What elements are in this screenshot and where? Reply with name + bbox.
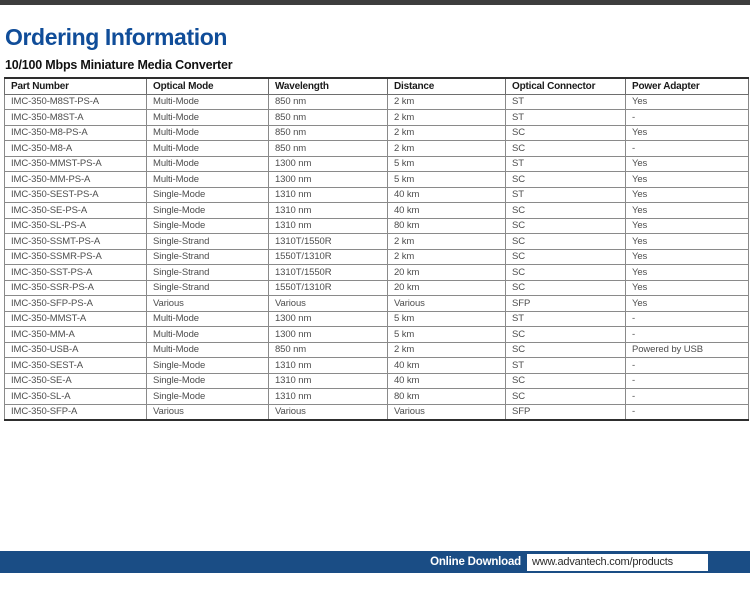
footer-url-link[interactable]: www.advantech.com/products — [532, 556, 673, 568]
table-cell: 850 nm — [269, 110, 388, 126]
table-cell: ST — [506, 358, 626, 374]
table-cell: 5 km — [388, 311, 506, 327]
table-cell: 1550T/1310R — [269, 249, 388, 265]
table-row — [5, 94, 749, 110]
table-cell: 850 nm — [269, 94, 388, 110]
table-cell: Yes — [626, 172, 749, 188]
table-cell: 2 km — [388, 234, 506, 250]
table-cell: 1300 nm — [269, 172, 388, 188]
table-cell: ST — [506, 311, 626, 327]
table-cell: 20 km — [388, 280, 506, 296]
table-row — [5, 141, 749, 157]
column-header: Part Number — [5, 78, 147, 94]
table-cell: Single-Strand — [147, 280, 269, 296]
table-cell: Single-Strand — [147, 265, 269, 281]
table-cell: 40 km — [388, 187, 506, 203]
footer-url-box — [527, 554, 708, 571]
table-cell: 2 km — [388, 249, 506, 265]
table-cell: 2 km — [388, 110, 506, 126]
table-cell: IMC-350-SSMT-PS-A — [5, 234, 147, 250]
table-cell: Multi-Mode — [147, 327, 269, 343]
table-cell: 1300 nm — [269, 327, 388, 343]
table-cell: ST — [506, 156, 626, 172]
table-cell: 850 nm — [269, 125, 388, 141]
table-cell: - — [626, 141, 749, 157]
table-cell: Yes — [626, 296, 749, 312]
table-cell: ST — [506, 94, 626, 110]
table-cell: Multi-Mode — [147, 311, 269, 327]
table-cell: IMC-350-SL-PS-A — [5, 218, 147, 234]
table-cell: Single-Mode — [147, 187, 269, 203]
table-cell: IMC-350-SSMR-PS-A — [5, 249, 147, 265]
table-cell: Yes — [626, 125, 749, 141]
table-cell: IMC-350-MMST-PS-A — [5, 156, 147, 172]
table-cell: Multi-Mode — [147, 342, 269, 358]
table-cell: SC — [506, 234, 626, 250]
table-row — [5, 358, 749, 374]
table-row — [5, 110, 749, 126]
table-cell: 1300 nm — [269, 311, 388, 327]
table-cell: IMC-350-MM-PS-A — [5, 172, 147, 188]
table-row — [5, 389, 749, 405]
table-cell: SC — [506, 327, 626, 343]
table-cell: SC — [506, 389, 626, 405]
online-download-label: Online Download — [430, 556, 521, 568]
table-cell: Multi-Mode — [147, 172, 269, 188]
table-row — [5, 156, 749, 172]
table-cell: 1310 nm — [269, 358, 388, 374]
table-cell: Yes — [626, 156, 749, 172]
ordering-table — [4, 77, 748, 421]
table-cell: Yes — [626, 265, 749, 281]
table-cell: SC — [506, 203, 626, 219]
table-cell: 1310T/1550R — [269, 265, 388, 281]
table-body — [5, 94, 749, 420]
table-cell: Single-Mode — [147, 389, 269, 405]
table-cell: SC — [506, 265, 626, 281]
column-header: Optical Connector — [506, 78, 626, 94]
column-header: Distance — [388, 78, 506, 94]
table-cell: 80 km — [388, 389, 506, 405]
ordering-table-grid — [4, 77, 749, 421]
table-cell: 1550T/1310R — [269, 280, 388, 296]
table-cell: SFP — [506, 404, 626, 420]
table-cell: IMC-350-M8ST-PS-A — [5, 94, 147, 110]
table-cell: 1310T/1550R — [269, 234, 388, 250]
table-cell: Various — [388, 404, 506, 420]
column-header: Power Adapter — [626, 78, 749, 94]
column-header: Optical Mode — [147, 78, 269, 94]
table-cell: 1310 nm — [269, 373, 388, 389]
table-cell: 1310 nm — [269, 389, 388, 405]
table-row — [5, 373, 749, 389]
table-cell: SC — [506, 172, 626, 188]
table-cell: SC — [506, 125, 626, 141]
table-cell: Powered by USB — [626, 342, 749, 358]
table-header-row — [5, 78, 749, 94]
table-cell: 850 nm — [269, 141, 388, 157]
table-cell: IMC-350-SL-A — [5, 389, 147, 405]
table-cell: 40 km — [388, 358, 506, 374]
table-cell: Multi-Mode — [147, 125, 269, 141]
table-cell: Single-Mode — [147, 373, 269, 389]
table-cell: IMC-350-SE-A — [5, 373, 147, 389]
table-cell: IMC-350-SST-PS-A — [5, 265, 147, 281]
table-cell: IMC-350-SEST-PS-A — [5, 187, 147, 203]
table-cell: - — [626, 404, 749, 420]
table-cell: SC — [506, 280, 626, 296]
table-cell: SC — [506, 218, 626, 234]
table-cell: SC — [506, 342, 626, 358]
table-row — [5, 249, 749, 265]
table-cell: 850 nm — [269, 342, 388, 358]
table-row — [5, 172, 749, 188]
table-cell: Yes — [626, 218, 749, 234]
table-row — [5, 187, 749, 203]
table-cell: IMC-350-M8-A — [5, 141, 147, 157]
table-cell: 2 km — [388, 125, 506, 141]
table-cell: - — [626, 373, 749, 389]
table-cell: 40 km — [388, 373, 506, 389]
table-cell: SC — [506, 249, 626, 265]
table-row — [5, 342, 749, 358]
table-cell: IMC-350-MMST-A — [5, 311, 147, 327]
table-cell: IMC-350-SEST-A — [5, 358, 147, 374]
table-cell: SC — [506, 373, 626, 389]
table-cell: Yes — [626, 187, 749, 203]
table-cell: Various — [269, 296, 388, 312]
table-cell: Multi-Mode — [147, 156, 269, 172]
table-cell: 1300 nm — [269, 156, 388, 172]
table-cell: IMC-350-USB-A — [5, 342, 147, 358]
table-cell: Yes — [626, 234, 749, 250]
table-cell: - — [626, 358, 749, 374]
table-cell: 5 km — [388, 156, 506, 172]
table-cell: ST — [506, 110, 626, 126]
table-cell: Various — [269, 404, 388, 420]
page-subtitle: 10/100 Mbps Miniature Media Converter — [5, 58, 233, 72]
table-cell: 40 km — [388, 203, 506, 219]
table-cell: SC — [506, 141, 626, 157]
page-top-rule — [0, 0, 750, 5]
table-cell: Single-Mode — [147, 218, 269, 234]
table-cell: Various — [388, 296, 506, 312]
table-cell: 1310 nm — [269, 218, 388, 234]
table-cell: Single-Strand — [147, 234, 269, 250]
table-cell: SFP — [506, 296, 626, 312]
table-cell: Multi-Mode — [147, 141, 269, 157]
table-row — [5, 404, 749, 420]
table-cell: Yes — [626, 280, 749, 296]
footer-bar — [0, 551, 750, 573]
table-cell: IMC-350-M8-PS-A — [5, 125, 147, 141]
table-cell: IMC-350-SE-PS-A — [5, 203, 147, 219]
table-cell: - — [626, 389, 749, 405]
table-cell: Yes — [626, 249, 749, 265]
table-cell: IMC-350-M8ST-A — [5, 110, 147, 126]
table-cell: Single-Mode — [147, 203, 269, 219]
table-cell: - — [626, 311, 749, 327]
table-cell: 2 km — [388, 342, 506, 358]
page-title: Ordering Information — [5, 24, 228, 50]
table-cell: IMC-350-SSR-PS-A — [5, 280, 147, 296]
table-row — [5, 125, 749, 141]
table-cell: - — [626, 110, 749, 126]
table-cell: Multi-Mode — [147, 110, 269, 126]
table-cell: 1310 nm — [269, 203, 388, 219]
table-cell: Single-Mode — [147, 358, 269, 374]
table-cell: IMC-350-SFP-A — [5, 404, 147, 420]
table-row — [5, 218, 749, 234]
table-cell: Yes — [626, 94, 749, 110]
table-cell: Various — [147, 296, 269, 312]
table-row — [5, 327, 749, 343]
table-cell: IMC-350-MM-A — [5, 327, 147, 343]
table-cell: 5 km — [388, 172, 506, 188]
table-cell: IMC-350-SFP-PS-A — [5, 296, 147, 312]
table-cell: Various — [147, 404, 269, 420]
column-header: Wavelength — [269, 78, 388, 94]
table-cell: 80 km — [388, 218, 506, 234]
table-cell: 1310 nm — [269, 187, 388, 203]
table-row — [5, 203, 749, 219]
table-cell: 2 km — [388, 141, 506, 157]
table-cell: 20 km — [388, 265, 506, 281]
table-row — [5, 311, 749, 327]
table-row — [5, 296, 749, 312]
table-cell: ST — [506, 187, 626, 203]
table-row — [5, 265, 749, 281]
table-cell: 2 km — [388, 94, 506, 110]
table-cell: Yes — [626, 203, 749, 219]
table-cell: Multi-Mode — [147, 94, 269, 110]
table-cell: Single-Strand — [147, 249, 269, 265]
table-cell: - — [626, 327, 749, 343]
table-row — [5, 234, 749, 250]
table-row — [5, 280, 749, 296]
table-cell: 5 km — [388, 327, 506, 343]
